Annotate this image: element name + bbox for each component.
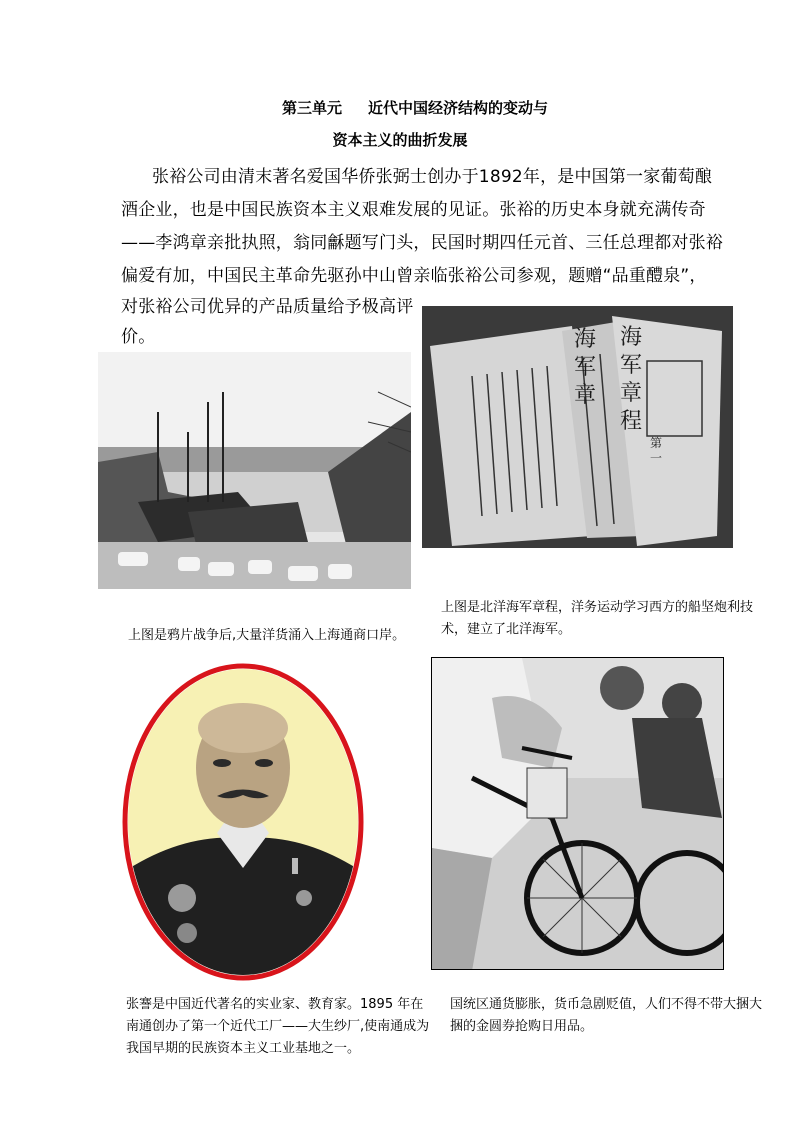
unit-topic: 近代中国经济结构的变动与 bbox=[368, 99, 549, 117]
intro-line-3: ——李鸿章亲批执照，翁同龢题写门头，民国时期四任元首、三任总理都对张裕 bbox=[121, 233, 723, 253]
intro-line-1: 张裕公司由清末著名爱国华侨张弼士创办于1892年，是中国第一家葡萄酿 bbox=[152, 167, 713, 187]
navy-charter-photo bbox=[422, 306, 733, 548]
right-cover-volume: 第一 bbox=[649, 436, 662, 465]
inflation-bicycle-photo bbox=[431, 657, 724, 970]
intro-line-5: 对张裕公司优异的产品质量给予极高评 bbox=[121, 297, 414, 317]
left-cover-title: 海军章 bbox=[573, 327, 596, 408]
unit-label: 第三单元 bbox=[281, 99, 342, 117]
intro-line-6: 价。 bbox=[121, 327, 156, 347]
right-cover-title: 海军章程 bbox=[619, 325, 642, 434]
title-line-1 bbox=[270, 97, 560, 118]
zhang-jian-caption: 张謇是中国近代著名的实业家、教育家。1895 年在南通创办了第一个近代工厂——大生纱厂,使南通成为我国早期的民族资本主义工业基地之一。 bbox=[126, 997, 430, 1056]
intro-line-4: 偏爱有加，中国民主革命先驱孙中山曾亲临张裕公司参观，题赠“品重醴泉”， bbox=[121, 266, 707, 286]
shanghai-harbor-photo bbox=[98, 352, 411, 589]
intro-line-2: 酒企业，也是中国民族资本主义艰难发展的见证。张裕的历史本身就充满传奇 bbox=[121, 200, 706, 220]
title-line-2: 资本主义的曲折发展 bbox=[332, 131, 468, 149]
harbor-caption: 上图是鸦片战争后,大量洋货涌入上海通商口岸。 bbox=[128, 628, 406, 643]
zhang-jian-portrait bbox=[122, 663, 364, 981]
inflation-caption: 国统区通货膨胀，货币急剧贬值，人们不得不带大捆大捆的金圆券抢购日用品。 bbox=[450, 997, 763, 1034]
navy-caption: 上图是北洋海军章程，洋务运动学习西方的船坚炮利技术，建立了北洋海军。 bbox=[441, 600, 754, 637]
